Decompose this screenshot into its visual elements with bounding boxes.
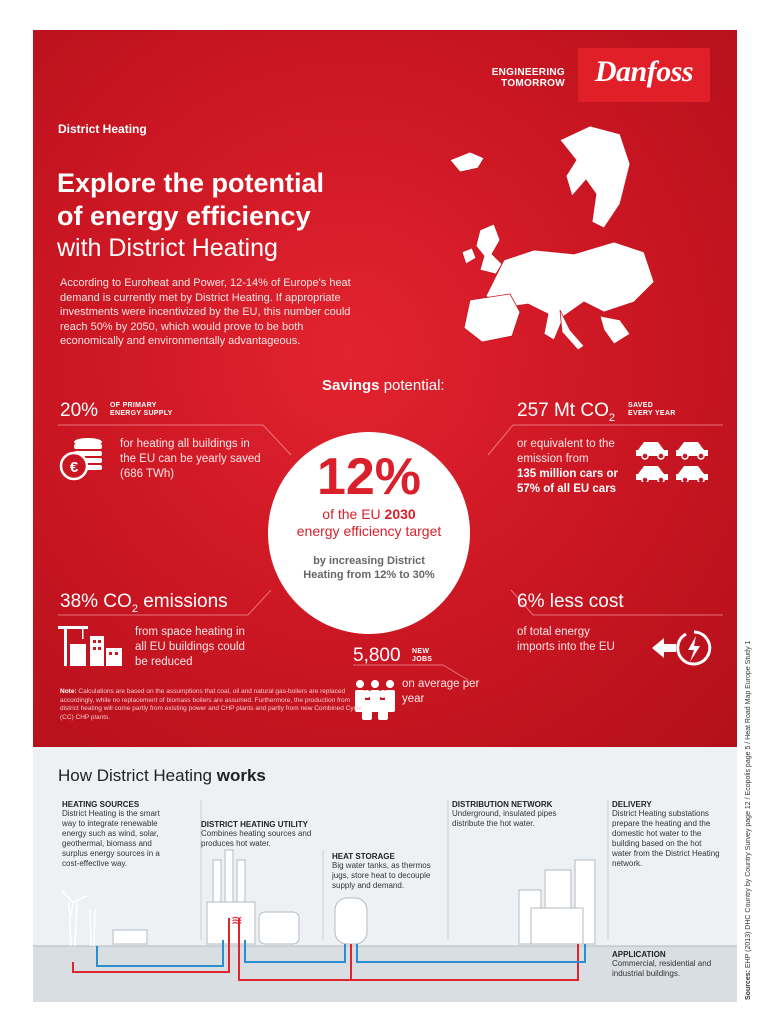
note-label: Note: <box>60 688 77 695</box>
primary-energy-tag <box>110 402 173 418</box>
co2-saved-value <box>517 400 615 424</box>
co2-desc1: or equivalent to the emission from <box>517 438 615 465</box>
co2-tag1: SAVED <box>628 402 654 409</box>
step-label: APPLICATION <box>612 950 666 959</box>
intro-paragraph: According to Euroheat and Power, 12-14% of Europe's heat demand is currently met by District Heating. If appropriate investments were incentivized by the EU, this number could reach 50% by 2050, which would prove to be both economically and environmentally advantageous. <box>60 277 351 347</box>
co2-saved-desc <box>517 437 627 497</box>
co2-desc2: 135 million cars or 57% of all EU cars <box>517 468 618 495</box>
step-desc: Underground, insulated pipes distribute the hot water. <box>452 809 557 828</box>
svg-text:≋: ≋ <box>231 912 243 928</box>
target-value: 12% <box>316 448 422 506</box>
step-desc: District Heating is the smart way to integrate renewable energy such as wind, solar, geothermal, biomass and surplus energy sources in a cost-effective way. <box>62 809 160 868</box>
jobs-tag1: NEW <box>412 648 430 655</box>
how-bold: works <box>216 766 266 785</box>
co2-em-suffix: emissions <box>137 591 228 612</box>
crane-building-icon <box>58 622 124 668</box>
svg-text:€: € <box>69 459 79 476</box>
title-line1: Explore the potential <box>57 168 325 198</box>
co2-em-sub: 2 <box>131 602 138 615</box>
sources-text: EHP (2013) DHC Country by Country Survey page 12 / Ecopolis page 5 / Heat Road Map Europe Study 1 <box>745 640 752 971</box>
target-of: of the EU <box>322 506 385 522</box>
co2-tag2: EVERY YEAR <box>628 410 676 417</box>
co2-saved-number: 257 Mt CO <box>517 400 609 421</box>
step-desc: District Heating substations prepare the heating and the domestic hot water to the building based on the hot water from the District Heating network. <box>612 809 720 868</box>
how-normal: How District Heating <box>58 766 217 785</box>
arrow-energy-icon <box>650 628 712 668</box>
cost-value: 6% less cost <box>517 591 624 612</box>
brand-tagline <box>470 67 565 89</box>
savings-rest: potential: <box>379 377 445 394</box>
primary-energy-value: 20% <box>60 400 99 421</box>
primary-tag1: OF PRIMARY <box>110 402 157 409</box>
step-label: DISTRIBUTION NETWORK <box>452 800 553 809</box>
target-by: by increasing District Heating from 12% to 30% <box>303 555 435 581</box>
step-label: DISTRICT HEATING UTILITY <box>201 820 308 829</box>
step-label: DELIVERY <box>612 800 652 809</box>
car-icon <box>636 436 716 482</box>
primary-tag2: ENERGY SUPPLY <box>110 410 173 417</box>
savings-heading <box>322 377 445 394</box>
primary-energy-desc: for heating all buildings in the EU can be yearly saved (686 TWh) <box>120 438 261 480</box>
jobs-value: 5,800 <box>353 645 401 666</box>
note-text: Calculations are based on the assumptions that coal, oil and natural gas-boilers are replaced accordingly, while no replacement of biomass boilers are assumed. Furthermore, the production from district heating will come partly from existing power and CHP plants and partly from new Combined Cycle (CC) CHP plants. <box>60 688 362 721</box>
jobs-tag2: JOBS <box>412 656 433 663</box>
co2-em-number: 38% CO <box>60 591 132 612</box>
step-heat-storage <box>332 852 447 891</box>
co2-emissions-value <box>60 591 228 615</box>
co2-emissions-desc: from space heating in all EU buildings could be reduced <box>135 626 245 668</box>
step-distribution <box>452 800 572 829</box>
title-line3: with District Heating <box>57 234 278 262</box>
calculation-note <box>60 688 370 722</box>
step-application <box>612 950 722 979</box>
step-desc: Combines heating sources and produces hot water. <box>201 829 312 848</box>
target-year: 2030 <box>384 506 416 522</box>
step-delivery <box>612 800 722 869</box>
target-of-line <box>268 506 470 523</box>
title-line2: of energy efficiency <box>57 201 311 231</box>
step-heating-sources <box>62 800 172 869</box>
sources-label: Sources: <box>745 970 752 1000</box>
step-desc: Big water tanks, as thermos jugs, store heat to decouple supply and demand. <box>332 861 431 890</box>
jobs-desc: on average per year <box>402 678 480 705</box>
how-heading <box>58 766 266 786</box>
coins-euro-icon <box>58 434 108 484</box>
co2-saved-sub: 2 <box>608 411 615 424</box>
europe-map <box>440 120 680 360</box>
danfoss-logo: Danfoss <box>594 55 694 88</box>
tagline-line1: ENGINEERING <box>491 67 565 78</box>
section-label: District Heating <box>58 122 147 136</box>
sources-note <box>745 640 752 1000</box>
step-label: HEATING SOURCES <box>62 800 140 809</box>
step-desc: Commercial, residential and industrial buildings. <box>612 959 712 978</box>
cost-desc: of total energy imports into the EU <box>517 626 615 653</box>
step-label: HEAT STORAGE <box>332 852 395 861</box>
co2-saved-tag <box>628 402 676 418</box>
savings-bold: Savings <box>322 377 380 394</box>
jobs-tag <box>412 648 432 664</box>
target-label: energy efficiency target <box>296 523 442 539</box>
tagline-line2: TOMORROW <box>501 78 565 89</box>
step-utility <box>201 820 326 849</box>
